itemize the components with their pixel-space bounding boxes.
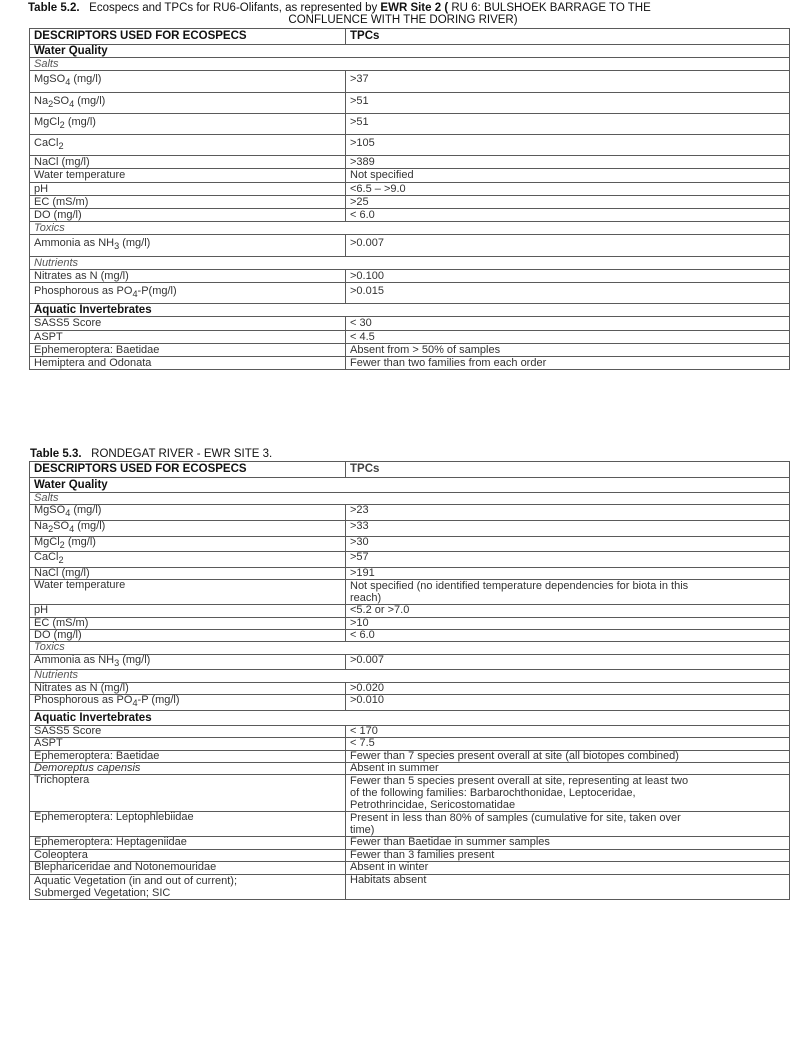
table-row: [30, 536, 790, 552]
table-5-3-caption: [30, 448, 800, 460]
table-row: [30, 317, 790, 330]
tpc-cell: [346, 317, 790, 330]
tpc-text: <6.5 – >9.0: [350, 182, 406, 195]
descriptor-subscript: 3: [114, 658, 120, 668]
descriptor-subscript: 4: [69, 98, 75, 109]
tpc-cell: [346, 654, 790, 670]
descriptor-text: Ephemeroptera: Leptophlebiidae: [34, 811, 194, 824]
caption-text-b: EWR Site 2 (: [380, 2, 449, 14]
descriptor-text: Coleoptera: [34, 849, 88, 861]
tpc-cell: [346, 505, 790, 521]
tpc-line: of the following families: Barbarochthonidae, Leptoceridae,: [350, 787, 636, 800]
table-5-3-body: [30, 462, 790, 900]
descriptor-text: NaCl (mg/l): [34, 567, 90, 579]
table-row: [30, 567, 790, 579]
descriptor-subscript: 2: [59, 119, 65, 130]
table-row: [30, 330, 790, 343]
descriptor-text: (mg/l): [70, 504, 102, 517]
descriptor-cell: [30, 169, 346, 182]
tpc-text: >0.020: [350, 682, 384, 694]
table-row: [30, 763, 790, 775]
descriptor-text: Ammonia as NH: [34, 654, 115, 666]
descriptor-cell: [30, 356, 346, 369]
subsection-row: [30, 642, 790, 654]
descriptor-text: Trichoptera: [34, 774, 90, 787]
descriptor-cell: [30, 738, 346, 750]
tpc-text: Not specified: [350, 169, 414, 182]
descriptor-line: Submerged Vegetation; SIC: [34, 886, 171, 899]
tpc-cell: [346, 763, 790, 775]
tpc-text: >0.100: [350, 269, 384, 282]
descriptor-text: DO (mg/l): [34, 208, 82, 221]
descriptor-cell: [30, 330, 346, 343]
descriptor-cell: [30, 235, 346, 256]
descriptor-subscript: 4: [132, 289, 138, 300]
descriptor-text: MgSO: [34, 504, 66, 517]
section-row: [30, 478, 790, 493]
tpc-text: Absent from > 50% of samples: [350, 343, 501, 356]
table-row: [30, 874, 790, 899]
subsection-row: [30, 493, 790, 505]
descriptor-text: Ephemeroptera: Heptageniidae: [34, 836, 187, 849]
descriptor-text: (mg/l): [64, 115, 96, 128]
descriptor-text: EC (mS/m): [34, 617, 89, 629]
column-header-descriptors: DESCRIPTORS USED FOR ECOSPECS: [30, 462, 346, 478]
table-row: [30, 182, 790, 195]
tpc-text: >37: [350, 73, 369, 86]
descriptor-text: SO: [53, 520, 70, 532]
descriptor-text: Na: [34, 94, 49, 107]
descriptor-line: Aquatic Vegetation (in and out of current);: [34, 874, 238, 887]
descriptor-cell: [30, 92, 346, 113]
tpc-line: Present in less than 80% of samples (cumulative for site, taken over: [350, 812, 681, 825]
tpc-text: >23: [350, 504, 369, 517]
descriptor-text: SO: [53, 94, 70, 107]
table-5-2-caption: [28, 2, 798, 26]
tpc-cell: [346, 195, 790, 208]
descriptor-text: -P (mg/l): [137, 694, 180, 707]
descriptor-subscript: 4: [132, 698, 138, 709]
tpc-line: Not specified (no identified temperature dependencies for biota in this: [350, 580, 689, 593]
table-row: [30, 605, 790, 617]
descriptor-cell: [30, 874, 346, 899]
tpc-text: >30: [350, 536, 369, 548]
descriptor-subscript: 4: [65, 77, 71, 88]
tpc-cell: [346, 874, 790, 899]
table-row: [30, 862, 790, 874]
table-row: [30, 738, 790, 750]
descriptor-cell: [30, 763, 346, 775]
tpc-text: < 170: [350, 725, 378, 737]
tpc-cell: [346, 182, 790, 195]
section-label: Aquatic Invertebrates: [30, 304, 790, 317]
descriptor-cell: [30, 682, 346, 694]
descriptor-cell: [30, 775, 346, 812]
table-row: [30, 725, 790, 737]
tpc-cell: [346, 580, 790, 605]
tpc-text: Habitats absent: [350, 874, 427, 886]
tpc-cell: [346, 282, 790, 303]
subsection-label: Nutrients: [30, 670, 790, 682]
descriptor-text: Ephemeroptera: Baetidae: [34, 343, 160, 356]
section-row: [30, 710, 790, 725]
subsection-label: Nutrients: [30, 256, 790, 269]
tpc-cell: [346, 682, 790, 694]
descriptor-subscript: 2: [48, 524, 54, 535]
tpc-cell: [346, 343, 790, 356]
tpc-cell: [346, 630, 790, 642]
descriptor-cell: [30, 343, 346, 356]
descriptor-text: MgCl: [34, 536, 60, 548]
descriptor-text: (mg/l): [64, 536, 96, 548]
tpc-text: Fewer than 7 species present overall at site (all biotopes combined): [350, 750, 679, 762]
descriptor-subscript: 2: [59, 539, 65, 550]
tpc-line: time): [350, 824, 375, 837]
table-row: [30, 235, 790, 256]
tpc-text: >0.010: [350, 694, 384, 707]
descriptor-cell: [30, 71, 346, 92]
tpc-cell: [346, 208, 790, 221]
table-header-row: [30, 29, 790, 45]
tpc-text: >105: [350, 136, 375, 149]
subsection-label: Salts: [30, 493, 790, 505]
descriptor-text: Demoreptus capensis: [34, 762, 141, 775]
descriptor-cell: [30, 750, 346, 762]
table-row: [30, 92, 790, 113]
descriptor-text: SASS5 Score: [34, 317, 102, 330]
section-label: Water Quality: [30, 45, 790, 58]
tpc-text: Fewer than 3 families present: [350, 849, 495, 861]
table-row: [30, 812, 790, 837]
descriptor-cell: [30, 113, 346, 134]
tpc-text: >51: [350, 94, 369, 107]
descriptor-cell: [30, 567, 346, 579]
tpc-cell: [346, 552, 790, 568]
tpc-cell: [346, 134, 790, 155]
subsection-label: Salts: [30, 58, 790, 71]
descriptor-cell: [30, 695, 346, 711]
subsection-row: [30, 58, 790, 71]
tpc-text: >25: [350, 195, 369, 208]
tpc-cell: [346, 521, 790, 537]
tpc-cell: [346, 269, 790, 282]
tpc-cell: [346, 330, 790, 343]
descriptor-cell: [30, 605, 346, 617]
tpc-cell: [346, 725, 790, 737]
tpc-text: Fewer than Baetidae in summer samples: [350, 836, 550, 849]
tpc-cell: [346, 837, 790, 849]
tpc-cell: [346, 156, 790, 169]
tpc-text: Absent in winter: [350, 861, 429, 874]
tpc-line: Petrothrincidae, Sericostomatidae: [350, 799, 516, 812]
section-row: [30, 304, 790, 317]
tpc-cell: [346, 536, 790, 552]
tpc-text: >0.007: [350, 654, 384, 666]
table-5-2: [29, 28, 790, 370]
tpc-text: < 7.5: [350, 737, 375, 750]
descriptor-cell: [30, 812, 346, 837]
tpc-cell: [346, 92, 790, 113]
table-row: [30, 71, 790, 92]
descriptor-cell: [30, 837, 346, 849]
tpc-cell: [346, 356, 790, 369]
tpc-cell: [346, 169, 790, 182]
descriptor-text: SASS5 Score: [34, 725, 102, 737]
descriptor-text: (mg/l): [74, 520, 106, 532]
tpc-cell: [346, 113, 790, 134]
tpc-text: < 30: [350, 317, 372, 330]
descriptor-text: MgSO: [34, 73, 66, 86]
descriptor-text: pH: [34, 182, 49, 195]
tpc-line: reach): [350, 592, 382, 605]
descriptor-cell: [30, 317, 346, 330]
table-row: [30, 169, 790, 182]
section-row: [30, 45, 790, 58]
subsection-label: Toxics: [30, 642, 790, 654]
descriptor-text: Na: [34, 520, 49, 532]
descriptor-cell: [30, 580, 346, 605]
descriptor-cell: [30, 134, 346, 155]
column-header-tpcs: TPCs: [346, 462, 790, 478]
tpc-cell: [346, 849, 790, 861]
tpc-cell: [346, 738, 790, 750]
descriptor-cell: [30, 269, 346, 282]
descriptor-cell: [30, 552, 346, 568]
subsection-label: Toxics: [30, 222, 790, 235]
table-row: [30, 282, 790, 303]
tpc-text: >191: [350, 567, 375, 579]
descriptor-cell: [30, 536, 346, 552]
caption-number: Table 5.3.: [30, 448, 82, 460]
table-row: [30, 521, 790, 537]
caption-text-line2: CONFLUENCE WITH THE DORING RIVER): [288, 14, 518, 26]
tpc-cell: [346, 567, 790, 579]
descriptor-text: Nitrates as N (mg/l): [34, 682, 129, 694]
tpc-text: < 6.0: [350, 208, 375, 221]
caption-number: Table 5.2.: [28, 2, 80, 14]
tpc-text: >10: [350, 617, 369, 629]
table-row: [30, 630, 790, 642]
descriptor-text: (mg/l): [74, 94, 106, 107]
tpc-cell: [346, 235, 790, 256]
section-label: Aquatic Invertebrates: [30, 710, 790, 725]
descriptor-text: Phosphorous as PO: [34, 284, 133, 297]
tpc-text: < 4.5: [350, 330, 375, 343]
column-header-tpcs: TPCs: [346, 29, 790, 45]
table-row: [30, 269, 790, 282]
table-row: [30, 849, 790, 861]
table-row: [30, 134, 790, 155]
tpc-text: >57: [350, 551, 369, 564]
tpc-cell: [346, 71, 790, 92]
descriptor-subscript: 2: [58, 141, 64, 152]
descriptor-cell: [30, 725, 346, 737]
descriptor-text: MgCl: [34, 115, 60, 128]
table-row: [30, 505, 790, 521]
subsection-row: [30, 222, 790, 235]
table-row: [30, 682, 790, 694]
descriptor-subscript: 4: [69, 524, 75, 535]
descriptor-cell: [30, 862, 346, 874]
descriptor-text: DO (mg/l): [34, 629, 82, 641]
descriptor-cell: [30, 654, 346, 670]
table-row: [30, 343, 790, 356]
table-row: [30, 208, 790, 221]
descriptor-cell: [30, 282, 346, 303]
tpc-text: >0.015: [350, 284, 384, 297]
tpc-cell: [346, 750, 790, 762]
descriptor-subscript: 4: [65, 508, 71, 519]
tpc-text: < 6.0: [350, 629, 375, 641]
column-header-descriptors: DESCRIPTORS USED FOR ECOSPECS: [30, 29, 346, 45]
tpc-cell: [346, 775, 790, 812]
descriptor-cell: [30, 156, 346, 169]
descriptor-subscript: 2: [58, 555, 64, 566]
table-row: [30, 617, 790, 629]
table-row: [30, 356, 790, 369]
descriptor-text: Blephariceridae and Notonemouridae: [34, 861, 217, 874]
descriptor-text: Nitrates as N (mg/l): [34, 269, 129, 282]
descriptor-cell: [30, 617, 346, 629]
section-label: Water Quality: [30, 478, 790, 493]
caption-text-a: Ecospecs and TPCs for RU6-Olifants, as represented by: [89, 2, 378, 14]
table-row: [30, 750, 790, 762]
descriptor-text: ASPT: [34, 737, 63, 750]
descriptor-cell: [30, 505, 346, 521]
table-row: [30, 195, 790, 208]
descriptor-text: Hemiptera and Odonata: [34, 356, 152, 369]
tpc-text: >33: [350, 520, 369, 532]
tpc-text: >51: [350, 115, 369, 128]
descriptor-text: -P(mg/l): [137, 284, 177, 297]
table-row: [30, 552, 790, 568]
descriptor-cell: [30, 521, 346, 537]
tpc-cell: [346, 605, 790, 617]
descriptor-text: Ephemeroptera: Baetidae: [34, 750, 160, 762]
descriptor-cell: [30, 630, 346, 642]
descriptor-cell: [30, 195, 346, 208]
table-row: [30, 837, 790, 849]
table-row: [30, 775, 790, 812]
descriptor-cell: [30, 849, 346, 861]
table-header-row: [30, 462, 790, 478]
subsection-row: [30, 670, 790, 682]
descriptor-text: NaCl (mg/l): [34, 156, 90, 169]
table-row: [30, 580, 790, 605]
descriptor-text: EC (mS/m): [34, 195, 89, 208]
tpc-cell: [346, 617, 790, 629]
tpc-text: <5.2 or >7.0: [350, 604, 410, 617]
tpc-text: Fewer than two families from each order: [350, 356, 547, 369]
table-row: [30, 156, 790, 169]
descriptor-text: pH: [34, 604, 49, 617]
descriptor-text: (mg/l): [70, 73, 102, 86]
subsection-row: [30, 256, 790, 269]
descriptor-text: (mg/l): [119, 237, 151, 250]
tpc-cell: [346, 812, 790, 837]
table-row: [30, 695, 790, 711]
descriptor-text: Phosphorous as PO: [34, 694, 133, 707]
caption-text: RONDEGAT RIVER - EWR SITE 3.: [91, 448, 273, 460]
table-5-2-body: [30, 29, 790, 370]
table-row: [30, 113, 790, 134]
descriptor-cell: [30, 208, 346, 221]
descriptor-subscript: 3: [114, 241, 120, 252]
table-5-3: [29, 461, 790, 900]
descriptor-cell: [30, 182, 346, 195]
caption-text-c: RU 6: BULSHOEK BARRAGE TO THE: [451, 2, 651, 14]
tpc-text: Absent in summer: [350, 762, 439, 775]
table-row: [30, 654, 790, 670]
descriptor-text: (mg/l): [119, 654, 151, 666]
tpc-text: >0.007: [350, 237, 384, 250]
descriptor-text: Ammonia as NH: [34, 237, 115, 250]
descriptor-text: CaCl: [34, 136, 59, 149]
tpc-text: >389: [350, 156, 375, 169]
tpc-cell: [346, 695, 790, 711]
descriptor-subscript: 2: [48, 98, 54, 109]
descriptor-text: CaCl: [34, 551, 59, 564]
descriptor-text: Water temperature: [34, 579, 126, 592]
descriptor-text: Water temperature: [34, 169, 126, 182]
tpc-cell: [346, 862, 790, 874]
tpc-line: Fewer than 5 species present overall at site, representing at least two: [350, 775, 689, 788]
descriptor-text: ASPT: [34, 330, 63, 343]
